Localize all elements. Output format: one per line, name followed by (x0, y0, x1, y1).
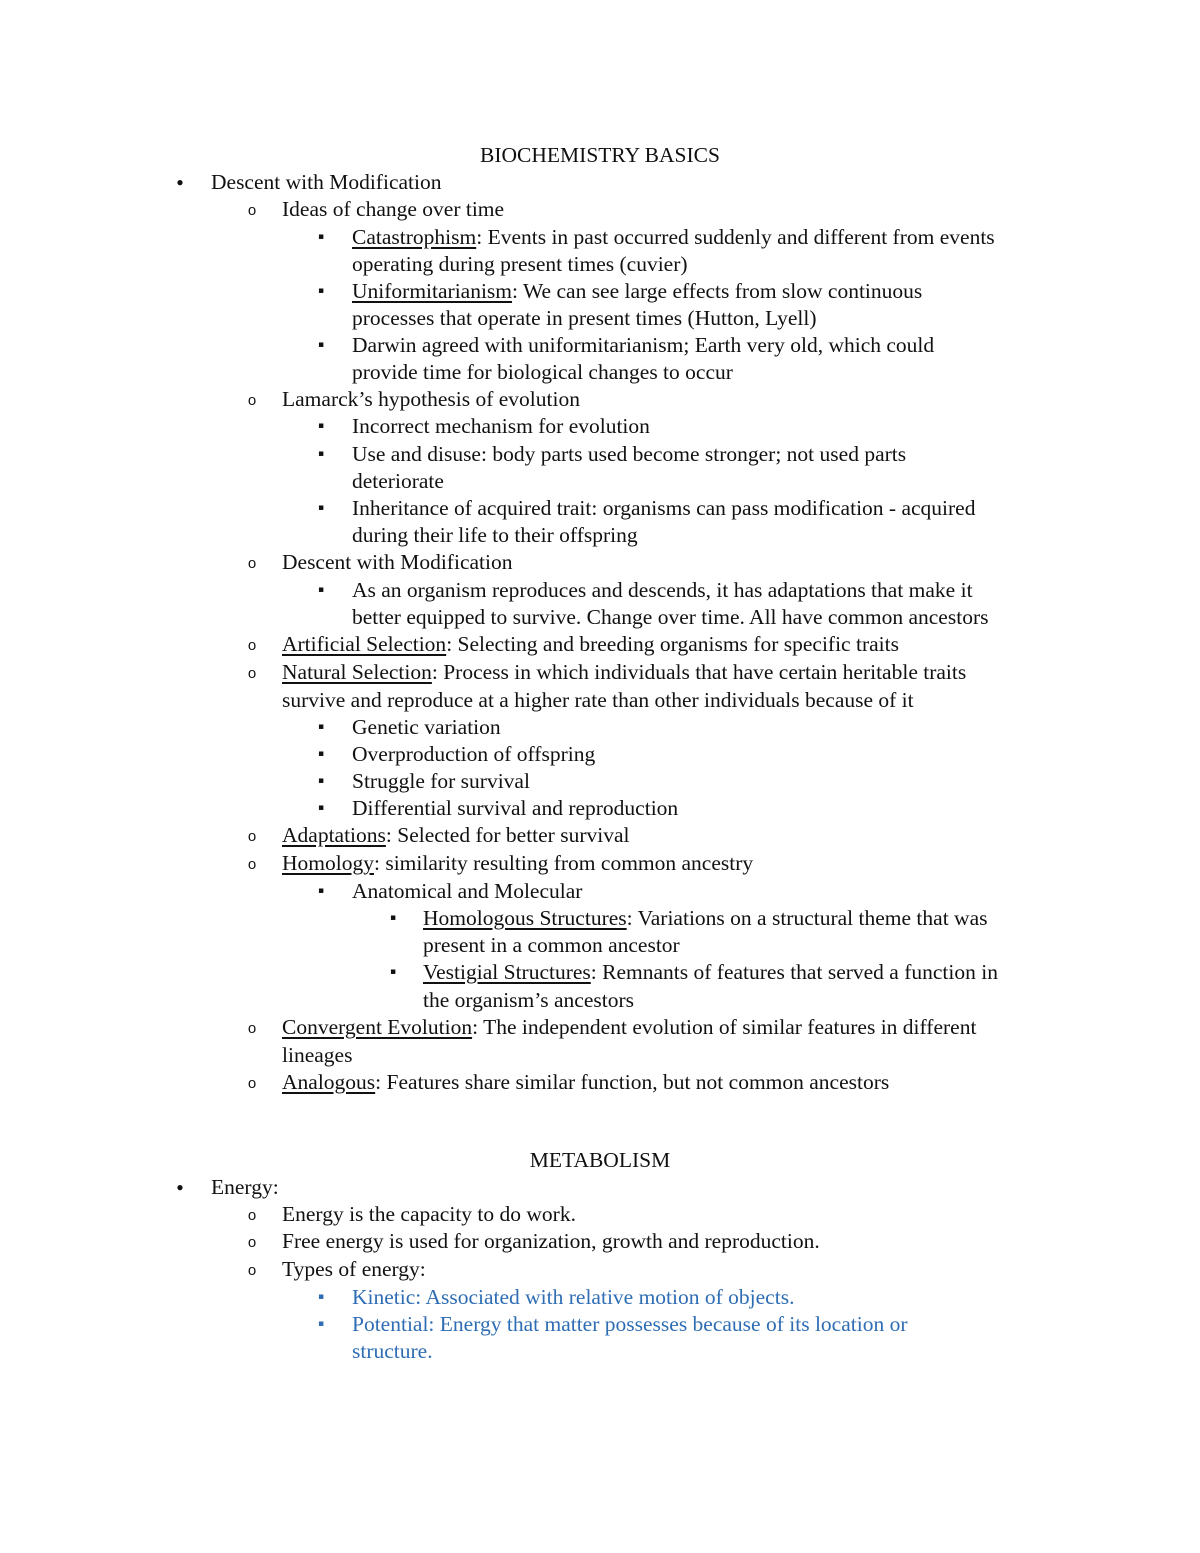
item-free-energy: Free energy is used for organization, growth and reproduction. (282, 1229, 820, 1253)
circle-bullet-icon: o (247, 1262, 257, 1279)
item-vestigial-structures (423, 959, 998, 986)
disc-bullet-icon: • (176, 1175, 184, 1200)
def-catastrophism: : Events in past occurred suddenly and different from events (476, 225, 995, 249)
item-darwin: Darwin agreed with uniformitarianism; Earth very old, which could (352, 333, 935, 357)
square-bullet-icon: ▪ (317, 776, 325, 786)
square-bullet-icon: ▪ (389, 967, 397, 977)
square-bullet-icon: ▪ (317, 232, 325, 242)
item-catastrophism (352, 224, 995, 251)
item-lamarck-2: Use and disuse: body parts used become stronger; not used parts (352, 442, 907, 466)
item-kinetic: Kinetic: Associated with relative motion of objects. (352, 1285, 795, 1309)
item-uniformitarianism-cont: processes that operate in present times (Hutton, Lyell) (352, 306, 817, 330)
square-bullet-icon: ▪ (317, 749, 325, 759)
item-lamarck-3: Inheritance of acquired trait: organisms can pass modification - acquired (352, 496, 976, 520)
def-vestigial-structures: : Remnants of features that served a function in (590, 960, 998, 984)
circle-bullet-icon: o (247, 555, 257, 572)
square-bullet-icon: ▪ (317, 886, 325, 896)
circle-bullet-icon: o (247, 1234, 257, 1251)
term-homology: Homology (282, 851, 374, 875)
square-bullet-icon: ▪ (317, 722, 325, 732)
square-bullet-icon: ▪ (317, 449, 325, 459)
item-convergent-evolution-cont: lineages (282, 1043, 353, 1067)
circle-bullet-icon: o (247, 202, 257, 219)
term-analogous: Analogous (282, 1070, 376, 1094)
square-bullet-icon: ▪ (317, 1292, 325, 1302)
item-catastrophism-cont: operating during present times (cuvier) (352, 252, 688, 276)
square-bullet-icon: ▪ (317, 1319, 325, 1329)
item-homologous-structures-cont: present in a common ancestor (423, 933, 680, 957)
item-descent-1: As an organism reproduces and descends, it has adaptations that make it (352, 578, 973, 602)
square-bullet-icon: ▪ (389, 913, 397, 923)
term-vestigial-structures: Vestigial Structures (423, 960, 591, 984)
def-analogous: : Features share similar function, but not common ancestors (375, 1070, 890, 1094)
square-bullet-icon: ▪ (317, 421, 325, 431)
section-title-biochemistry: BIOCHEMISTRY BASICS (480, 143, 720, 167)
square-bullet-icon: ▪ (317, 585, 325, 595)
bullet-energy: Energy: (211, 1175, 279, 1199)
def-natural-selection: : Process in which individuals that have certain heritable traits (431, 660, 967, 684)
item-lamarck-2-cont: deteriorate (352, 469, 444, 493)
term-homologous-structures: Homologous Structures (423, 906, 627, 930)
item-natural-selection (282, 659, 966, 686)
circle-bullet-icon: o (247, 1075, 257, 1092)
def-adaptations: : Selected for better survival (385, 823, 630, 847)
term-artificial-selection: Artificial Selection (282, 632, 447, 656)
item-natural-2: Overproduction of offspring (352, 742, 596, 766)
item-adaptations (282, 822, 629, 849)
item-energy-capacity: Energy is the capacity to do work. (282, 1202, 576, 1226)
item-types-of-energy: Types of energy: (282, 1257, 426, 1281)
term-uniformitarianism: Uniformitarianism (352, 279, 513, 303)
item-convergent-evolution (282, 1014, 976, 1041)
term-catastrophism: Catastrophism (352, 225, 477, 249)
term-convergent-evolution: Convergent Evolution (282, 1015, 473, 1039)
item-descent-1-cont: better equipped to survive. Change over time. All have common ancestors (352, 605, 989, 629)
def-convergent-evolution: : The independent evolution of similar features in different (472, 1015, 977, 1039)
def-uniformitarianism: : We can see large effects from slow continuous (512, 279, 923, 303)
item-homologous-structures (423, 905, 988, 932)
def-artificial-selection: : Selecting and breeding organisms for specific traits (446, 632, 899, 656)
circle-bullet-icon: o (247, 828, 257, 845)
square-bullet-icon: ▪ (317, 340, 325, 350)
bullet-descent-with-modification: Descent with Modification (211, 170, 442, 194)
square-bullet-icon: ▪ (317, 803, 325, 813)
item-natural-4: Differential survival and reproduction (352, 796, 679, 820)
circle-bullet-icon: o (247, 637, 257, 654)
item-artificial-selection (282, 631, 899, 658)
term-natural-selection: Natural Selection (282, 660, 432, 684)
square-bullet-icon: ▪ (317, 503, 325, 513)
disc-bullet-icon: • (176, 170, 184, 195)
circle-bullet-icon: o (247, 856, 257, 873)
section-title-metabolism: METABOLISM (529, 1148, 671, 1172)
circle-bullet-icon: o (247, 1207, 257, 1224)
item-uniformitarianism (352, 278, 922, 305)
square-bullet-icon: ▪ (317, 286, 325, 296)
term-adaptations: Adaptations (282, 823, 386, 847)
item-natural-1: Genetic variation (352, 715, 501, 739)
item-homology (282, 850, 753, 877)
circle-bullet-icon: o (247, 1020, 257, 1037)
item-potential: Potential: Energy that matter possesses because of its location or (352, 1312, 908, 1336)
item-vestigial-structures-cont: the organism’s ancestors (423, 988, 634, 1012)
circle-bullet-icon: o (247, 392, 257, 409)
def-homology: : similarity resulting from common ancestry (373, 851, 754, 875)
item-ideas-of-change: Ideas of change over time (282, 197, 505, 221)
item-analogous (282, 1069, 889, 1096)
item-lamarck-1: Incorrect mechanism for evolution (352, 414, 650, 438)
item-natural-3: Struggle for survival (352, 769, 530, 793)
item-lamarck-3-cont: during their life to their offspring (352, 523, 638, 547)
item-natural-selection-cont: survive and reproduce at a higher rate than other individuals because of it (282, 688, 914, 712)
item-darwin-cont: provide time for biological changes to occur (352, 360, 733, 384)
item-potential-cont: structure. (352, 1339, 433, 1363)
item-lamarck: Lamarck’s hypothesis of evolution (282, 387, 580, 411)
circle-bullet-icon: o (247, 665, 257, 682)
item-anatomical-molecular: Anatomical and Molecular (352, 879, 583, 903)
item-descent: Descent with Modification (282, 550, 513, 574)
def-homologous-structures: : Variations on a structural theme that was (626, 906, 988, 930)
